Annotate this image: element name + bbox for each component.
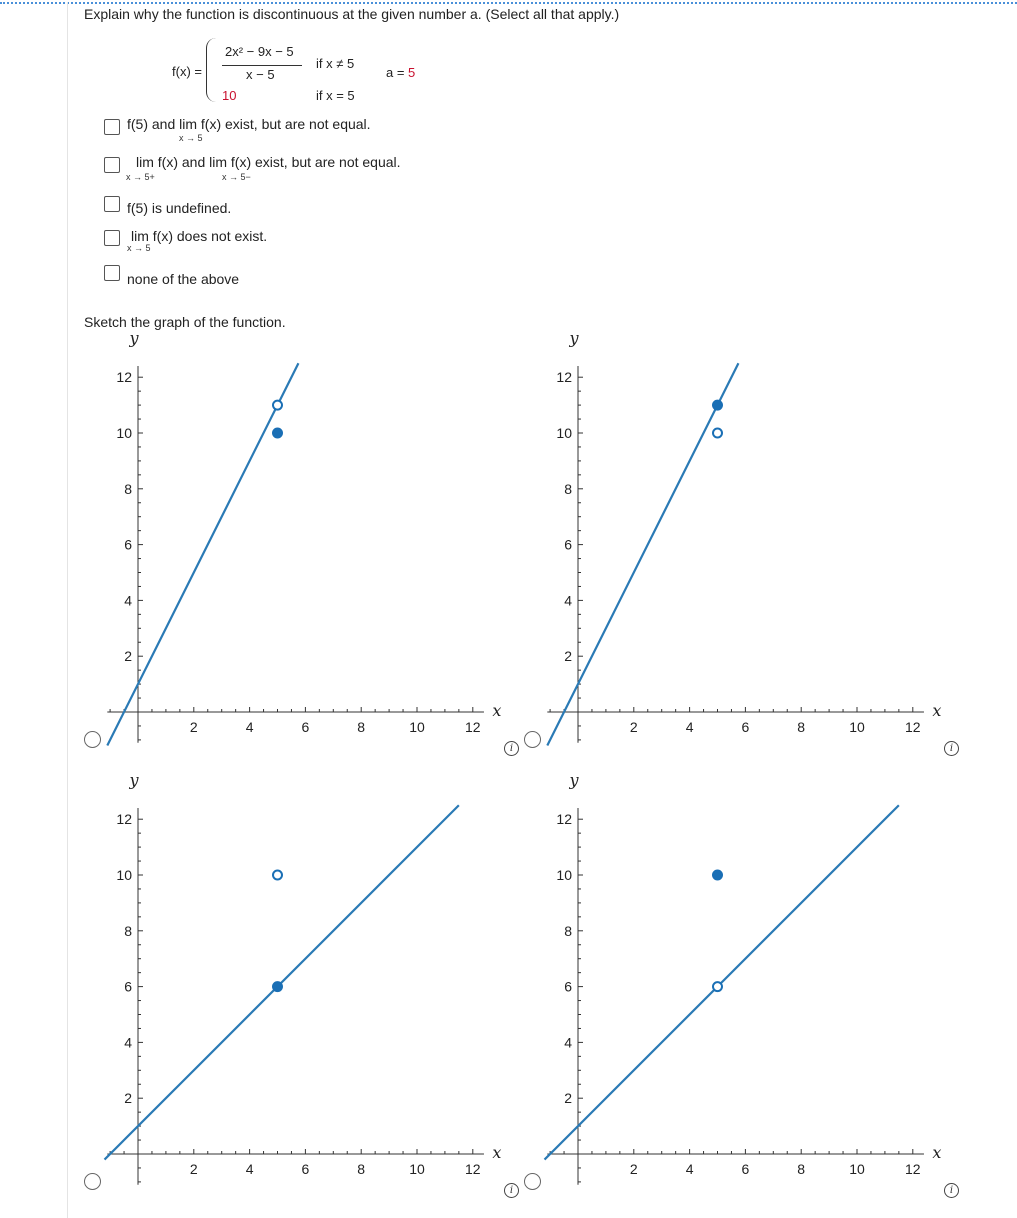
x-tick-label: 6 bbox=[741, 719, 750, 735]
y-tick-label: 4 bbox=[124, 1034, 132, 1051]
y-tick-label: 12 bbox=[556, 369, 572, 386]
x-tick-label: 10 bbox=[409, 719, 425, 735]
option-1-label: f(5) and lim f(x) exist, but are not equal. bbox=[127, 116, 371, 132]
info-icon[interactable]: i bbox=[504, 741, 519, 756]
x-axis-label: x bbox=[492, 1143, 502, 1162]
x-tick-label: 4 bbox=[685, 1161, 694, 1177]
x-tick-label: 8 bbox=[797, 1161, 806, 1177]
a-label: a = bbox=[386, 65, 405, 80]
y-tick-label: 6 bbox=[564, 978, 572, 995]
closed-point bbox=[713, 870, 723, 880]
x-tick-label: 2 bbox=[629, 1161, 638, 1177]
option-2-checkbox[interactable] bbox=[104, 157, 120, 173]
option-4-checkbox[interactable] bbox=[104, 230, 120, 246]
y-tick-label: 10 bbox=[116, 425, 132, 441]
y-tick-label: 2 bbox=[124, 648, 132, 665]
graph-a bbox=[90, 328, 510, 760]
function-line bbox=[547, 363, 738, 745]
question-border bbox=[0, 2, 1017, 4]
y-axis-label: y bbox=[569, 328, 579, 348]
x-tick-label: 2 bbox=[189, 719, 198, 735]
y-tick-label: 8 bbox=[564, 480, 572, 497]
y-tick-label: 4 bbox=[124, 592, 132, 609]
closed-point bbox=[713, 400, 723, 410]
function-denominator: x − 5 bbox=[246, 67, 275, 82]
y-tick-label: 6 bbox=[564, 536, 572, 553]
question-prompt: Explain why the function is discontinuous at the given number a. (Select all that apply.) bbox=[84, 6, 620, 22]
x-tick-label: 10 bbox=[849, 719, 865, 735]
open-point bbox=[273, 871, 282, 880]
info-icon[interactable]: i bbox=[944, 1183, 959, 1198]
graph-b bbox=[530, 328, 950, 760]
x-axis-label: x bbox=[932, 1143, 942, 1162]
condition-2: if x = 5 bbox=[316, 88, 355, 103]
option-1-checkbox[interactable] bbox=[104, 119, 120, 135]
y-tick-label: 2 bbox=[124, 1090, 132, 1107]
sketch-prompt: Sketch the graph of the function. bbox=[84, 314, 286, 330]
open-point bbox=[713, 982, 722, 991]
open-point bbox=[713, 429, 722, 438]
y-tick-label: 8 bbox=[564, 922, 572, 939]
graph-c-radio[interactable] bbox=[84, 1173, 101, 1190]
option-3-label: f(5) is undefined. bbox=[127, 200, 232, 216]
y-tick-label: 12 bbox=[556, 811, 572, 828]
option-5-checkbox[interactable] bbox=[104, 265, 120, 281]
graph-c bbox=[90, 770, 510, 1202]
graph-d-radio[interactable] bbox=[524, 1173, 541, 1190]
x-tick-label: 2 bbox=[189, 1161, 198, 1177]
y-tick-label: 12 bbox=[116, 369, 132, 386]
y-axis-label: y bbox=[569, 770, 579, 790]
x-tick-label: 4 bbox=[245, 719, 254, 735]
function-line bbox=[105, 805, 459, 1159]
x-axis-label: x bbox=[492, 701, 502, 720]
closed-point bbox=[273, 982, 283, 992]
option-5-label: none of the above bbox=[127, 271, 240, 287]
y-tick-label: 10 bbox=[556, 425, 572, 441]
closed-point bbox=[273, 428, 283, 438]
graph-a-radio[interactable] bbox=[84, 731, 101, 748]
x-tick-label: 8 bbox=[797, 719, 806, 735]
x-tick-label: 6 bbox=[301, 719, 310, 735]
graph-b-radio[interactable] bbox=[524, 731, 541, 748]
option-2-subscript-left: x → 5− bbox=[222, 172, 251, 182]
x-tick-label: 4 bbox=[685, 719, 694, 735]
x-tick-label: 12 bbox=[465, 1161, 481, 1177]
option-2-subscript-right: x → 5+ bbox=[126, 172, 155, 182]
info-icon[interactable]: i bbox=[944, 741, 959, 756]
x-axis-label: x bbox=[932, 701, 942, 720]
x-tick-label: 8 bbox=[357, 719, 366, 735]
y-tick-label: 10 bbox=[556, 867, 572, 883]
left-rule bbox=[67, 2, 68, 1218]
function-value-2: 10 bbox=[222, 88, 237, 103]
y-tick-label: 10 bbox=[116, 867, 132, 883]
y-tick-label: 8 bbox=[124, 480, 132, 497]
y-tick-label: 4 bbox=[564, 592, 572, 609]
graph-d bbox=[530, 770, 950, 1202]
x-tick-label: 10 bbox=[849, 1161, 865, 1177]
y-tick-label: 8 bbox=[124, 922, 132, 939]
y-tick-label: 4 bbox=[564, 1034, 572, 1051]
y-tick-label: 2 bbox=[564, 648, 572, 665]
x-tick-label: 10 bbox=[409, 1161, 425, 1177]
y-axis-label: y bbox=[129, 328, 139, 348]
x-tick-label: 6 bbox=[301, 1161, 310, 1177]
y-tick-label: 12 bbox=[116, 811, 132, 828]
y-tick-label: 6 bbox=[124, 536, 132, 553]
function-line bbox=[107, 363, 298, 745]
x-tick-label: 12 bbox=[905, 1161, 921, 1177]
x-tick-label: 8 bbox=[357, 1161, 366, 1177]
x-tick-label: 4 bbox=[245, 1161, 254, 1177]
info-icon[interactable]: i bbox=[504, 1183, 519, 1198]
y-tick-label: 6 bbox=[124, 978, 132, 995]
option-2-label: lim f(x) and lim f(x) exist, but are not equal. bbox=[136, 154, 401, 170]
x-tick-label: 12 bbox=[905, 719, 921, 735]
option-4-subscript: x → 5 bbox=[127, 243, 151, 253]
piecewise-brace bbox=[206, 38, 221, 102]
x-tick-label: 12 bbox=[465, 719, 481, 735]
y-tick-label: 2 bbox=[564, 1090, 572, 1107]
x-tick-label: 2 bbox=[629, 719, 638, 735]
option-4-label: lim f(x) does not exist. bbox=[131, 228, 268, 244]
option-1-subscript: x → 5 bbox=[179, 133, 203, 143]
x-tick-label: 6 bbox=[741, 1161, 750, 1177]
fraction-bar bbox=[222, 65, 302, 66]
option-3-checkbox[interactable] bbox=[104, 196, 120, 212]
a-value: 5 bbox=[408, 65, 416, 80]
function-numerator: 2x² − 9x − 5 bbox=[225, 44, 294, 59]
condition-1: if x ≠ 5 bbox=[316, 56, 355, 71]
function-line bbox=[545, 805, 899, 1159]
open-point bbox=[273, 401, 282, 410]
function-lhs: f(x) = bbox=[172, 64, 202, 79]
y-axis-label: y bbox=[129, 770, 139, 790]
